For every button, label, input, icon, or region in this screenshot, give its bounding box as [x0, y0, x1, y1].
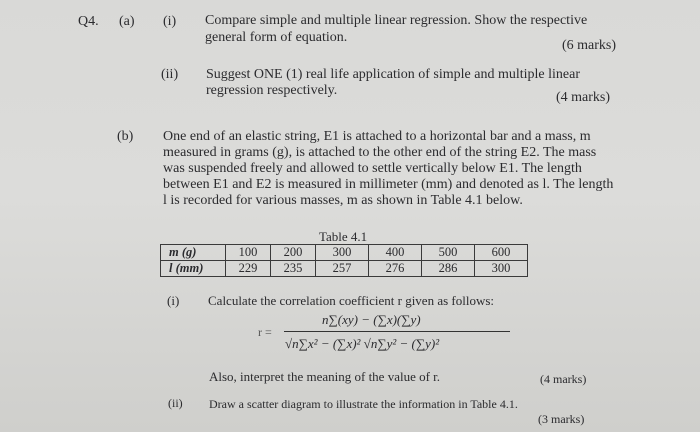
row-header-length: l (mm): [161, 261, 226, 277]
length-cell-2: 235: [271, 261, 316, 277]
subpart-b-ii-label: (ii): [168, 396, 183, 410]
part-b-line-3: was suspended freely and allowed to settle vertically below E1. The length: [163, 161, 582, 176]
subpart-a-i-label: (i): [163, 14, 177, 29]
subpart-b-i-marks: (4 marks): [540, 372, 587, 386]
table-row-length: [161, 261, 528, 277]
length-cell-1: 229: [226, 261, 271, 277]
data-table: [160, 244, 528, 277]
subpart-b-i-interpret: Also, interpret the meaning of the value of r.: [209, 369, 441, 384]
table-caption: Table 4.1: [319, 229, 368, 244]
part-b-line-4: between E1 and E2 is measured in millimeter (mm) and denoted as l. The length: [163, 177, 614, 192]
subpart-a-ii-label: (ii): [161, 67, 179, 82]
part-b-label: (b): [117, 129, 134, 144]
part-b-line-5: l is recorded for various masses, m as shown in Table 4.1 below.: [163, 193, 523, 208]
formula-fraction-bar: [284, 331, 510, 332]
subpart-a-i-marks: (6 marks): [562, 38, 617, 53]
subpart-a-ii-marks: (4 marks): [556, 90, 611, 105]
length-cell-5: 286: [422, 261, 475, 277]
part-a-label: (a): [119, 14, 135, 29]
table-row-mass: [161, 245, 528, 261]
part-b-line-1: One end of an elastic string, E1 is attached to a horizontal bar and a mass, m: [163, 129, 591, 144]
mass-cell-4: 400: [369, 245, 422, 261]
row-header-mass: m (g): [161, 245, 226, 261]
formula-numerator: n∑(xy) − (∑x)(∑y): [322, 312, 421, 327]
question-number: Q4.: [78, 14, 99, 29]
mass-cell-1: 100: [226, 245, 271, 261]
length-cell-3: 257: [316, 261, 369, 277]
subpart-b-i-text: Calculate the correlation coefficient r given as follows:: [208, 293, 495, 308]
subpart-b-i-label: (i): [167, 293, 180, 308]
mass-cell-5: 500: [422, 245, 475, 261]
formula-denominator: √n∑x² − (∑x)² √n∑y² − (∑y)²: [285, 336, 440, 351]
subpart-b-ii-text: Draw a scatter diagram to illustrate the information in Table 4.1.: [209, 397, 518, 411]
formula-lhs: r =: [258, 325, 272, 339]
subpart-a-i-line2: general form of equation.: [205, 30, 348, 45]
part-b-line-2: measured in grams (g), is attached to the other end of the string E2. The mass: [163, 145, 597, 160]
mass-cell-3: 300: [316, 245, 369, 261]
subpart-a-ii-line1: Suggest ONE (1) real life application of simple and multiple linear: [206, 67, 581, 82]
subpart-b-ii-marks: (3 marks): [538, 412, 585, 426]
length-cell-4: 276: [369, 261, 422, 277]
mass-cell-2: 200: [271, 245, 316, 261]
length-cell-6: 300: [475, 261, 528, 277]
subpart-a-ii-line2: regression respectively.: [206, 83, 338, 98]
subpart-a-i-line1: Compare simple and multiple linear regression. Show the respective: [205, 13, 588, 28]
mass-cell-6: 600: [475, 245, 528, 261]
